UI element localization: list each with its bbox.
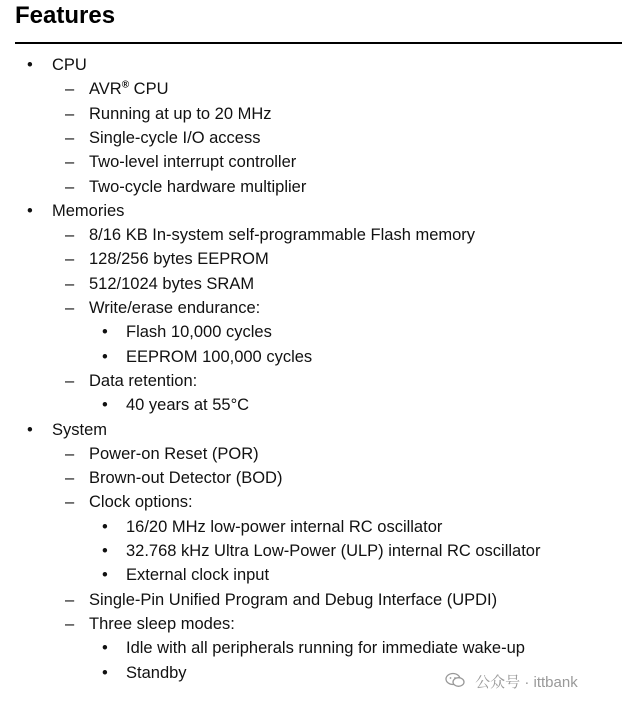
feature-item: Clock options: [89,493,193,512]
feature-item: 8/16 KB In-system self-programmable Flash memory [89,226,476,245]
feature-item [89,78,169,100]
dash-bullet: – [65,104,75,123]
bullet: • [102,639,108,658]
dash-bullet: – [65,226,75,245]
bullet: • [102,566,108,585]
feature-item: Single-Pin Unified Program and Debug Interface (UPDI) [89,590,498,609]
feature-item: Data retention: [89,371,198,390]
dash-bullet: – [65,614,75,633]
feature-subitem: External clock input [126,566,270,585]
feature-item: Single-cycle I/O access [89,128,261,147]
feature-item: Power-on Reset (POR) [89,444,259,463]
feature-subitem: 32.768 kHz Ultra Low-Power (ULP) internal RC oscillator [126,542,541,560]
feature-item: Two-level interrupt controller [89,153,297,172]
dash-bullet: – [65,469,75,488]
dash-bullet: – [65,274,75,293]
section-heading: Memories [52,201,125,220]
feature-item: Two-cycle hardware multiplier [89,177,307,196]
dash-bullet: – [65,371,75,390]
feature-item: Brown-out Detector (BOD) [89,469,283,488]
dash-bullet: – [65,493,75,512]
bullet: • [102,323,108,342]
section-heading: CPU [52,56,87,74]
feature-item: 128/256 bytes EEPROM [89,250,269,269]
bullet: • [102,663,108,682]
feature-subitem: EEPROM 100,000 cycles [126,347,313,366]
feature-item: 512/1024 bytes SRAM [89,274,255,293]
dash-bullet: – [65,80,75,99]
feature-subitem: Flash 10,000 cycles [126,323,272,342]
feature-subitem: Standby [126,663,187,682]
feature-subitem: 16/20 MHz low-power internal RC oscillator [126,517,443,536]
feature-item: Write/erase endurance: [89,299,261,317]
dash-bullet: – [65,299,75,317]
feature-subitem: 40 years at 55°C [126,396,250,415]
feature-item-text: AVR [89,80,122,99]
feature-item-text: CPU [129,80,169,99]
bullet: • [102,517,108,536]
section-heading: System [52,420,108,439]
watermark [445,672,578,694]
dash-bullet: – [65,128,75,147]
dash-bullet: – [65,153,75,172]
bullet: • [102,396,108,415]
page-title: Features [15,2,116,29]
bullet: • [102,347,108,366]
bullet: • [27,420,33,439]
dash-bullet: – [65,177,75,196]
dash-bullet: – [65,590,75,609]
bullet: • [102,542,108,560]
wechat-icon [445,672,465,694]
bullet: • [27,201,33,220]
dash-bullet: – [65,250,75,269]
title-divider [15,42,622,44]
feature-item: Three sleep modes: [89,614,235,633]
feature-subitem: Idle with all peripherals running for immediate wake-up [126,639,525,658]
feature-item: Running at up to 20 MHz [89,104,272,123]
bullet: • [27,56,33,74]
registered-mark: ® [121,79,130,91]
watermark-text: 公众号 · ittbank [475,673,578,691]
dash-bullet: – [65,444,75,463]
